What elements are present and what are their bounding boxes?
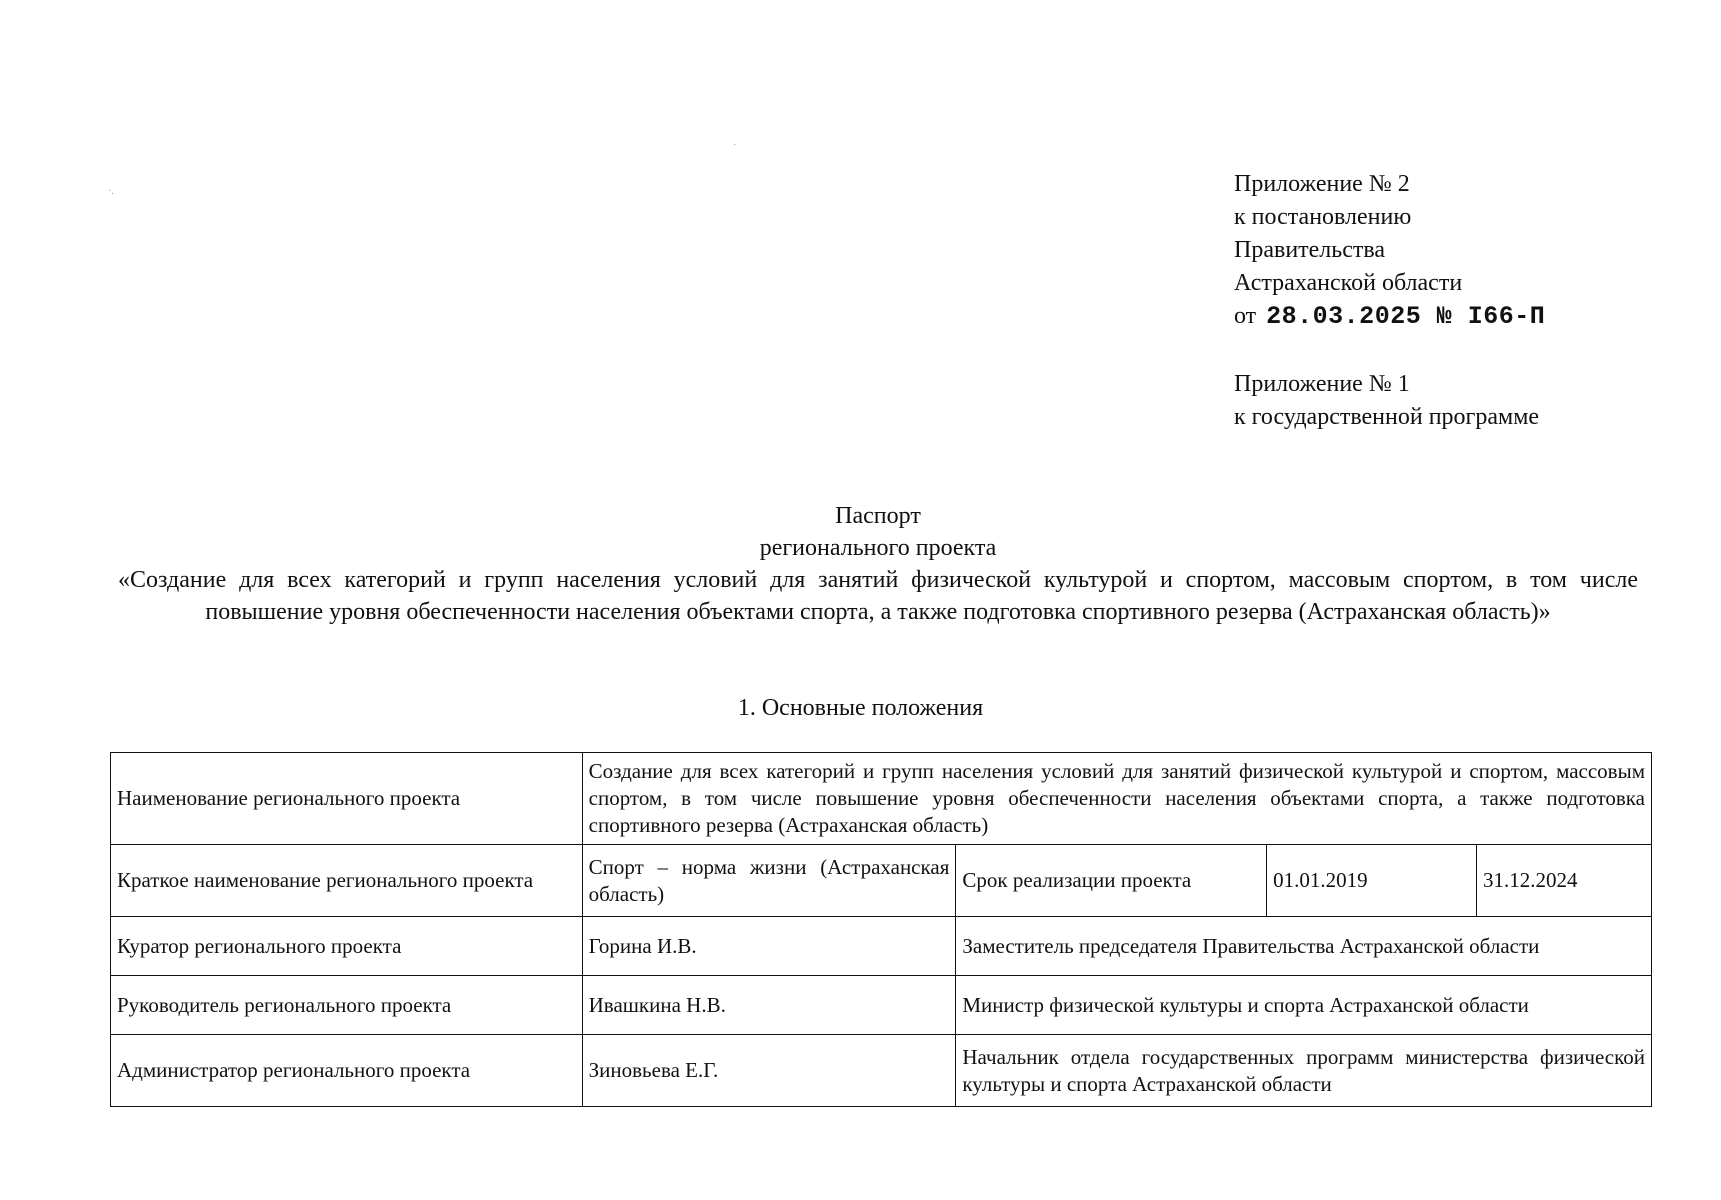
appendix-line-1: Приложение № 2: [1234, 171, 1410, 197]
appendix-program-header: [1234, 368, 1539, 434]
term-start: 01.01.2019: [1267, 845, 1477, 917]
short-name-value: Спорт – норма жизни (Астраханская область): [582, 845, 956, 917]
appendix2-line-2: к государственной программе: [1234, 404, 1540, 430]
appendix-line-4: Астраханской области: [1234, 270, 1463, 296]
head-label: Руководитель регионального проекта: [111, 976, 583, 1035]
title-line-1: Паспорт: [835, 503, 921, 529]
table-row: [111, 917, 1652, 976]
section-heading: 1. Основные положения: [737, 695, 984, 721]
short-name-label: Краткое наименование регионального проекта: [111, 845, 583, 917]
scan-speck: ·: [733, 140, 737, 151]
term-end: 31.12.2024: [1477, 845, 1652, 917]
table-row: [111, 845, 1652, 917]
curator-position: Заместитель председателя Правительства Астраханской области: [956, 917, 1652, 976]
table-row: [111, 976, 1652, 1035]
date-prefix: от: [1234, 303, 1257, 329]
title-line-2: регионального проекта: [759, 535, 997, 561]
appendix-line-2: к постановлению: [1234, 204, 1412, 230]
appendix-header: [1234, 168, 1545, 333]
appendix-date-line: [1234, 300, 1545, 333]
curator-label: Куратор регионального проекта: [111, 917, 583, 976]
curator-name: Горина И.В.: [582, 917, 956, 976]
appendix-line-3: Правительства: [1234, 237, 1386, 263]
head-name: Ивашкина Н.В.: [582, 976, 956, 1035]
passport-table: [110, 752, 1652, 1107]
project-full-name: «Создание для всех категорий и групп населения условий для занятий физической культурой и спортом, массовым спортом, в том числе повышение уровня обеспеченности населения объектами спорта, а также подготовка спортивного резерва (Астраханская область)»: [118, 567, 1638, 625]
date-stamp: 28.03.2025 № I66-П: [1266, 302, 1546, 331]
scan-speck: ·.: [108, 186, 114, 197]
name-label: Наименование регионального проекта: [111, 753, 583, 845]
document-title: [118, 500, 1638, 628]
head-position: Министр физической культуры и спорта Астраханской области: [956, 976, 1652, 1035]
admin-name: Зиновьева Е.Г.: [582, 1035, 956, 1107]
table-row: [111, 753, 1652, 845]
appendix2-line-1: Приложение № 1: [1234, 371, 1410, 397]
term-label: Срок реализации проекта: [956, 845, 1267, 917]
table-row: [111, 1035, 1652, 1107]
admin-label: Администратор регионального проекта: [111, 1035, 583, 1107]
name-value: Создание для всех категорий и групп населения условий для занятий физической культурой и спортом, массовым спортом, в том числе повышение уровня обеспеченности населения объектами спорта, а также подготовка спортивного резерва (Астраханская область): [582, 753, 1651, 845]
admin-position: Начальник отдела государственных программ министерства физической культуры и спорта Астраханской области: [956, 1035, 1652, 1107]
